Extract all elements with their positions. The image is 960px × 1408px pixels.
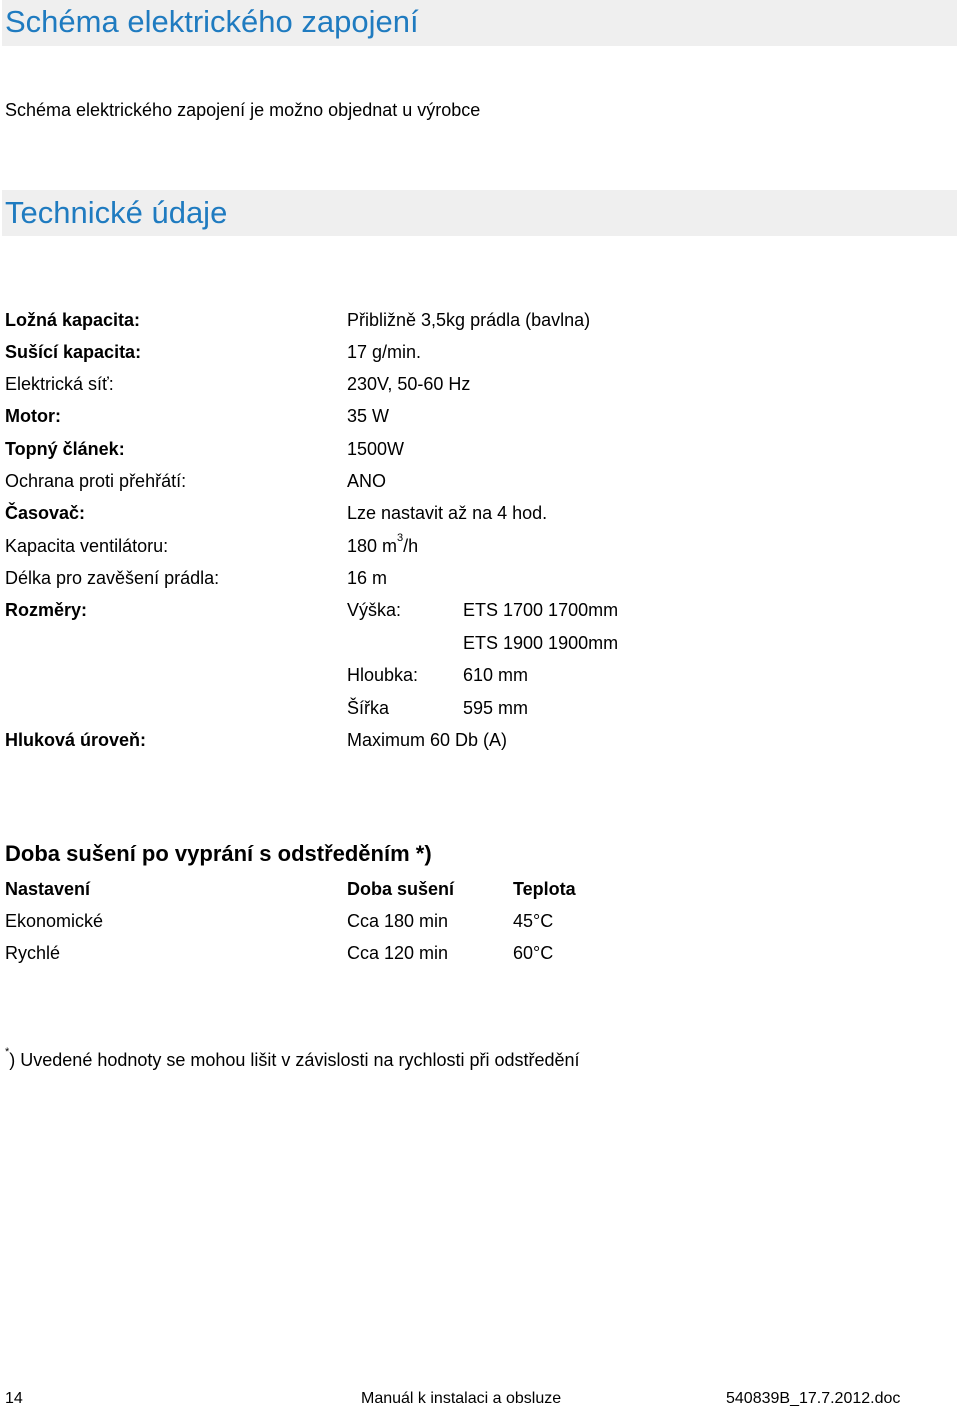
- drying-title: Doba sušení po vyprání s odstředěním *): [5, 841, 432, 866]
- dimensions-label: Rozměry:: [5, 600, 88, 620]
- spec-value: 35 W: [347, 406, 390, 426]
- drying-cell: Cca 120 min: [347, 943, 449, 963]
- drying-cell: 60°C: [513, 943, 554, 963]
- spec-label: Časovač:: [5, 503, 86, 523]
- page-number: 14: [5, 1390, 23, 1407]
- dimension-value: 610 mm: [463, 665, 529, 685]
- spec-label: Délka pro zavěšení prádla:: [5, 568, 220, 588]
- dimension-key: Hloubka:: [347, 665, 419, 685]
- spec-label: Topný článek:: [5, 439, 125, 459]
- footnote-marker: *: [5, 1046, 10, 1058]
- drying-header: Doba sušení: [347, 879, 455, 899]
- fan-value-unit: /h: [403, 536, 419, 556]
- footnote-text: ) Uvedené hodnoty se mohou lišit v závislosti na rychlosti při odstředění: [9, 1050, 580, 1070]
- spec-value-fan: [347, 532, 419, 556]
- fan-value-exponent: 3: [397, 532, 404, 544]
- drying-cell: Cca 180 min: [347, 911, 449, 931]
- spec-value: 230V, 50-60 Hz: [347, 374, 471, 394]
- spec-value: ANO: [347, 471, 387, 491]
- spec-label: Ložná kapacita:: [5, 310, 141, 330]
- drying-header: Teplota: [513, 879, 576, 899]
- dimension-key: Výška:: [347, 600, 402, 620]
- spec-value: 16 m: [347, 568, 388, 588]
- spec-label: Sušící kapacita:: [5, 342, 142, 362]
- spec-value: Lze nastavit až na 4 hod.: [347, 503, 548, 523]
- footnote: [5, 1046, 580, 1070]
- dimension-key: Šířka: [347, 698, 390, 718]
- noise-value: Maximum 60 Db (A): [347, 730, 508, 750]
- dimension-value: ETS 1900 1900mm: [463, 633, 619, 653]
- fan-value-number: 180 m: [347, 536, 398, 556]
- section-title-wiring: Schéma elektrického zapojení: [5, 4, 419, 39]
- section-header-wiring: [2, 0, 957, 46]
- dimension-value: 595 mm: [463, 698, 529, 718]
- noise-label: Hluková úroveň:: [5, 730, 147, 750]
- drying-header: Nastavení: [5, 879, 91, 899]
- spec-label: Elektrická síť:: [5, 374, 114, 394]
- spec-label: Motor:: [5, 406, 61, 426]
- section-title-specs: Technické údaje: [5, 195, 228, 230]
- spec-label: Ochrana proti přehřátí:: [5, 471, 187, 491]
- drying-cell: Ekonomické: [5, 911, 104, 931]
- spec-value: Přibližně 3,5kg prádla (bavlna): [347, 310, 591, 330]
- dimension-value: ETS 1700 1700mm: [463, 600, 619, 620]
- spec-label: Kapacita ventilátoru:: [5, 536, 169, 556]
- spec-value: 1500W: [347, 439, 405, 459]
- footer-docid: 540839B_17.7.2012.doc: [726, 1390, 901, 1407]
- drying-cell: 45°C: [513, 911, 554, 931]
- spec-value: 17 g/min.: [347, 342, 422, 362]
- wiring-note: Schéma elektrického zapojení je možno objednat u výrobce: [5, 100, 481, 120]
- footer-title: Manuál k instalaci a obsluze: [361, 1390, 562, 1407]
- section-header-specs: [2, 190, 957, 236]
- drying-cell: Rychlé: [5, 943, 61, 963]
